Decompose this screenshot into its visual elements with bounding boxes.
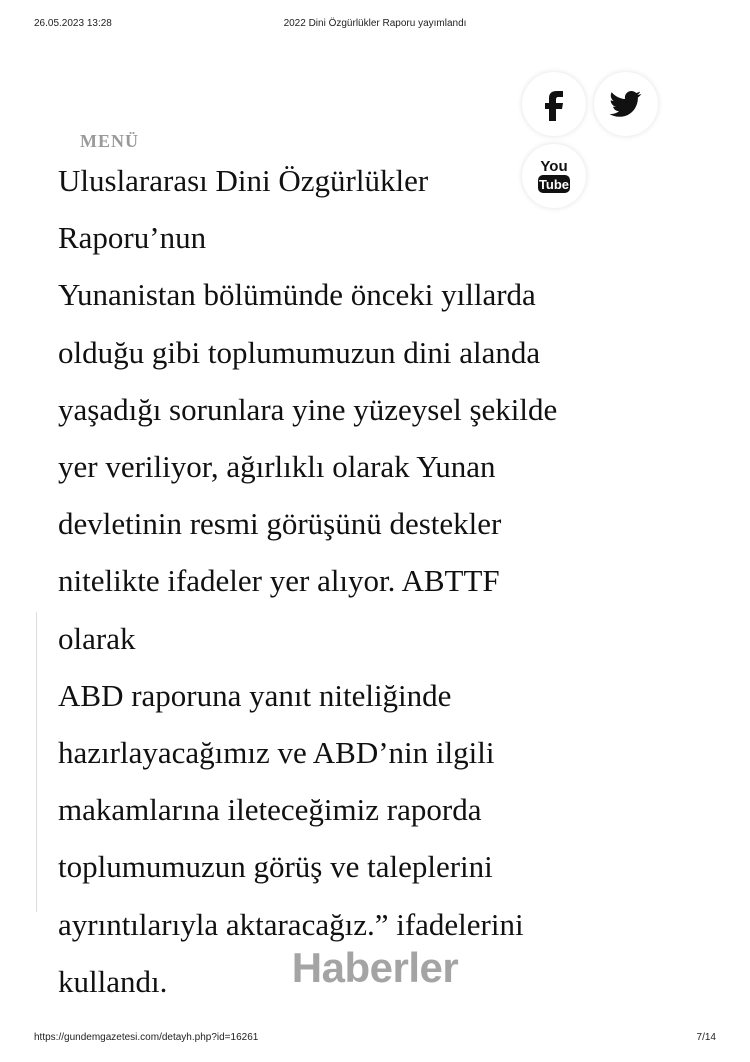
quote-left-rule: [36, 612, 37, 912]
article-line: olduğu gibi toplumumuzun dini alanda: [58, 334, 541, 370]
article-line: Yunanistan bölümünde önceki yıllarda: [58, 277, 536, 313]
article-line: toplumumuzun görüş ve taleplerini: [58, 849, 493, 885]
article-line: yaşadığı sorunlara yine yüzeysel şekilde: [58, 391, 558, 427]
facebook-icon: [539, 87, 569, 121]
article-line: devletinin resmi görüşünü destekler: [58, 506, 502, 542]
article-line: Uluslararası Dini Özgürlükler Raporu’nun: [58, 163, 429, 256]
facebook-share-button[interactable]: [522, 72, 586, 136]
site-brand-logo[interactable]: Haberler: [291, 944, 459, 991]
article-line: ABD raporuna yanıt niteliğinde: [58, 677, 452, 713]
article-line: makamlarına ileteceğimiz raporda: [58, 792, 482, 828]
print-datetime: 26.05.2023 13:28: [34, 18, 112, 29]
twitter-icon: [609, 89, 643, 119]
article-line: hazırlayacağımız ve ABD’nin ilgili: [58, 735, 495, 771]
youtube-label-top: You: [540, 158, 568, 175]
article-line: yer veriliyor, ağırlıklı olarak Yunan: [58, 449, 496, 485]
print-header: [0, 18, 750, 32]
youtube-icon: [534, 155, 574, 197]
print-page-number: 7/14: [696, 1032, 716, 1043]
article-line: nitelikte ifadeler yer alıyor. ABTTF olarak: [58, 563, 500, 656]
print-page-title: 2022 Dini Özgürlükler Raporu yayımlandı: [283, 18, 467, 29]
youtube-channel-button[interactable]: [522, 144, 586, 208]
menu-button[interactable]: MENÜ: [80, 131, 139, 151]
article-line: kullandı.: [58, 963, 168, 999]
twitter-share-button[interactable]: [594, 72, 658, 136]
youtube-label-bottom: Tube: [538, 177, 570, 192]
article-line: ayrıntılarıyla aktaracağız.” ifadelerini: [58, 906, 524, 942]
print-footer: [0, 1032, 750, 1046]
print-url: https://gundemgazetesi.com/detayh.php?id=16261: [34, 1032, 259, 1043]
